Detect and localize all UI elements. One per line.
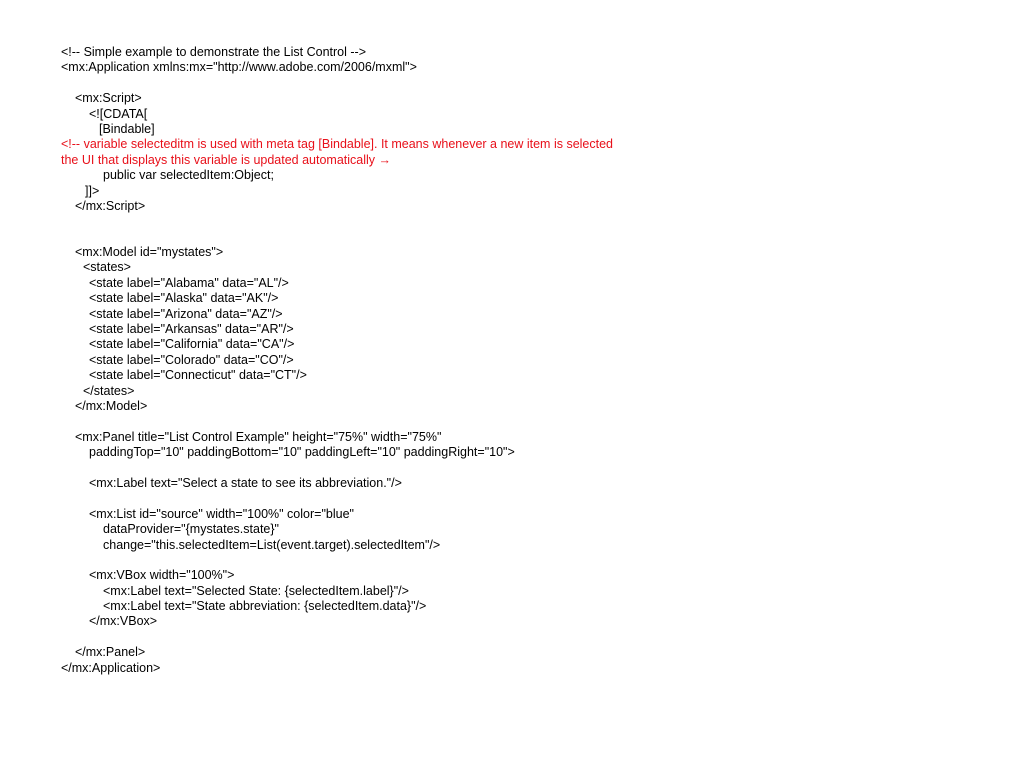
code-line-panel-open-1: <mx:Panel title="List Control Example" height="75%" width="75%" bbox=[75, 429, 442, 444]
code-line-label-selected-state: <mx:Label text="Selected State: {selectedItem.label}"/> bbox=[103, 583, 409, 598]
code-line-states-close: </states> bbox=[83, 383, 135, 398]
code-line-model-open: <mx:Model id="mystates"> bbox=[75, 245, 224, 260]
code-line-model-close: </mx:Model> bbox=[75, 398, 148, 413]
code-line-application-open: <mx:Application xmlns:mx="http://www.adobe.com/2006/mxml"> bbox=[61, 60, 417, 75]
blank-line bbox=[61, 230, 961, 245]
code-line-list-3: change="this.selectedItem=List(event.target).selectedItem"/> bbox=[103, 537, 441, 552]
annotation-note-line-1: <!-- variable selecteditm is used with meta tag [Bindable]. It means whenever a new item is selected bbox=[61, 137, 614, 152]
code-line-vbox-open: <mx:VBox width="100%"> bbox=[89, 568, 235, 583]
code-line-state: <state label="Connecticut" data="CT"/> bbox=[89, 368, 307, 383]
code-line-panel-close: </mx:Panel> bbox=[75, 645, 146, 660]
code-line-vbox-close: </mx:VBox> bbox=[89, 614, 158, 629]
code-line-label-select: <mx:Label text="Select a state to see its abbreviation."/> bbox=[89, 475, 402, 490]
code-line-list-1: <mx:List id="source" width="100%" color="blue" bbox=[89, 506, 354, 521]
code-line-state: <state label="Alaska" data="AK"/> bbox=[89, 291, 279, 306]
code-line-state: <state label="Arizona" data="AZ"/> bbox=[89, 306, 283, 321]
code-line-application-close: </mx:Application> bbox=[61, 660, 161, 675]
code-line-panel-open-2: paddingTop="10" paddingBottom="10" paddingLeft="10" paddingRight="10"> bbox=[89, 445, 515, 460]
code-line-bindable: [Bindable] bbox=[99, 121, 155, 136]
code-line-script-open: <mx:Script> bbox=[75, 91, 142, 106]
blank-line bbox=[61, 214, 961, 229]
code-line-state: <state label="Arkansas" data="AR"/> bbox=[89, 322, 294, 337]
blank-line bbox=[61, 76, 961, 91]
blank-line bbox=[61, 553, 961, 568]
blank-line bbox=[61, 630, 961, 645]
code-line-cdata-close: ]]> bbox=[85, 183, 100, 198]
blank-line bbox=[61, 414, 961, 429]
code-listing bbox=[61, 45, 961, 676]
code-line-list-2: dataProvider="{mystates.state}" bbox=[103, 522, 279, 537]
code-line-states-open: <states> bbox=[83, 260, 131, 275]
code-line-state: <state label="Colorado" data="CO"/> bbox=[89, 352, 294, 367]
blank-line bbox=[61, 491, 961, 506]
code-line-state: <state label="Alabama" data="AL"/> bbox=[89, 275, 289, 290]
blank-line bbox=[61, 461, 961, 476]
code-line-comment-header: <!-- Simple example to demonstrate the List Control --> bbox=[61, 45, 366, 59]
code-line-label-abbreviation: <mx:Label text="State abbreviation: {selectedItem.data}"/> bbox=[103, 599, 427, 614]
annotation-note-line-2: the UI that displays this variable is updated automatically → bbox=[61, 152, 392, 167]
code-line-var-declaration: public var selectedItem:Object; bbox=[103, 168, 274, 183]
code-line-state: <state label="California" data="CA"/> bbox=[89, 337, 295, 352]
code-line-cdata-open: <![CDATA[ bbox=[89, 106, 148, 121]
code-line-script-close: </mx:Script> bbox=[75, 198, 146, 213]
